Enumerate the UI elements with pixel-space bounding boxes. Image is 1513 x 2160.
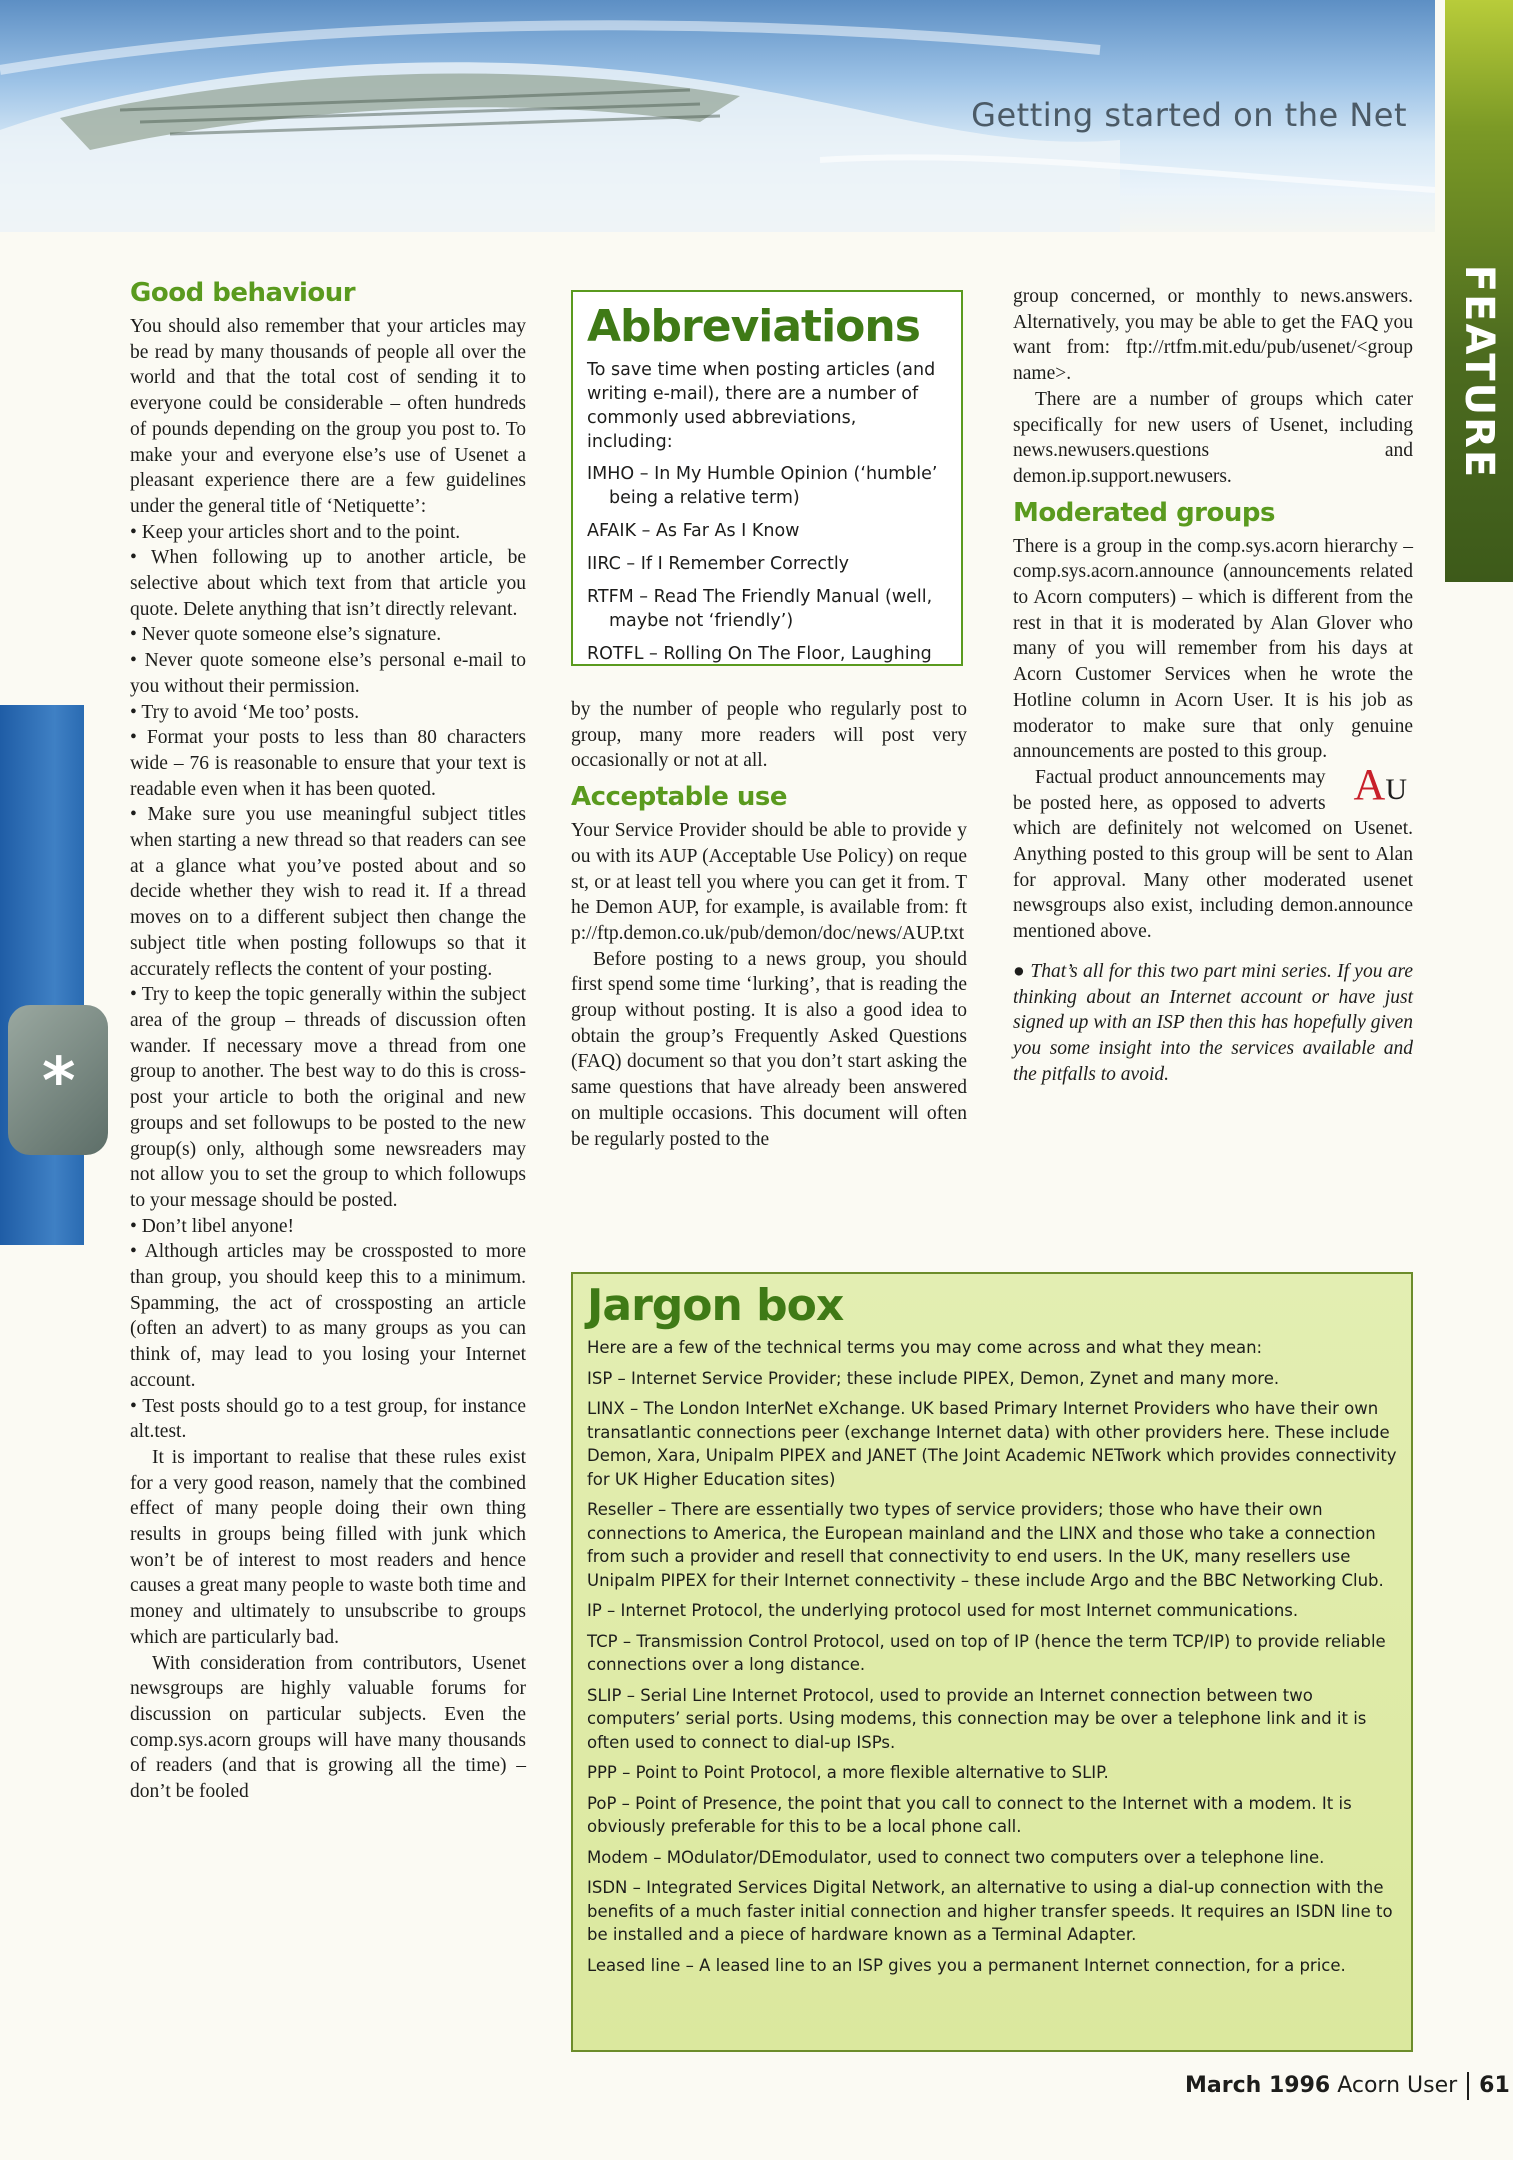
jargon-item: LINX – The London InterNet eXchange. UK based Primary Internet Providers who have their own transatlantic connections peer (exchange Internet data) with other providers here. These include Demon, Xara, Unipalm PIPEX and JANET (The Joint Academic NETwork which provides connectivity for UK Higher Education sites)	[587, 1399, 1397, 1489]
column-acceptable-use	[571, 697, 967, 1152]
paragraph: Your Service Provider should be able to provide you with its AUP (Acceptable Use Policy) on request, or at least tell you where you can get it from. The Demon AUP, for example, is available from: ftp://ftp.demon.co.uk/pub/demon/doc/news/AUP.txt	[571, 820, 967, 944]
issue-date: March 1996	[1185, 2073, 1331, 2098]
heading-moderated-groups: Moderated groups	[1013, 497, 1275, 528]
jargon-item: SLIP – Serial Line Internet Protocol, used to provide an Internet connection between two computers’ serial ports. Using modems, this connection may be over a telephone link and it is often used to connect to dial-up ISPs.	[587, 1685, 1367, 1752]
sign-off: ● That’s all for this two part mini series. If you are thinking about an Internet account or have just signed up with an ISP then this has hopefully given you some insight into the services available and the pitfalls to avoid.	[1013, 960, 1413, 1085]
paragraph: group concerned, or monthly to news.answers. Alternatively, you may be able to get the FAQ you want from: ftp://rtfm.mit.edu/pub/usenet/<group name>.	[1013, 286, 1413, 385]
keyboard-photo	[0, 705, 84, 1245]
page-footer	[1185, 2072, 1510, 2100]
jargon-item: PPP – Point to Point Protocol, a more flexible alternative to SLIP.	[587, 1763, 1109, 1782]
paragraph: There is a group in the comp.sys.acorn hierarchy – comp.sys.acorn.announce (announcements related to Acorn computers) – which is different from the rest in that it is moderated by Alan Glover who many of you will remember from his days at Acorn Customer Services when he wrote the Hotline column in Acorn User. It is his job as moderator to make sure that only genuine announcements are posted to this group.	[1013, 535, 1413, 763]
jargon-item: Modem – MOdulator/DEmodulator, used to connect two computers over a telephone line.	[587, 1847, 1325, 1867]
abbreviation-item: IIRC – If I Remember Correctly	[587, 554, 850, 574]
bullet-item: • Keep your articles short and to the point.	[130, 521, 461, 543]
abbreviations-title: Abbreviations	[587, 301, 920, 352]
bullet-item: • Test posts should go to a test group, for instance alt.test.	[130, 1395, 526, 1443]
paragraph: There are a number of groups which cater specifically for new users of Usenet, including news.newusers.questions and demon.ip.support.newusers.	[1013, 388, 1413, 487]
jargon-title: Jargon box	[587, 1280, 844, 1331]
column-good-behaviour	[130, 276, 526, 1805]
column-moderated-groups	[1013, 284, 1413, 1087]
bullet-item: • Never quote someone else’s personal e-mail to you without their permission.	[130, 650, 526, 697]
magazine-name: Acorn User	[1337, 2073, 1458, 2098]
jargon-intro: Here are a few of the technical terms you may come across and what they mean:	[587, 1338, 1263, 1357]
paragraph: Before posting to a news group, you should first spend some time ‘lurking’, that is reading the group without posting. It is also a good idea to obtain the group’s Frequently Asked Questions (FAQ) document so that you don’t start asking the same questions that have already been answered on multiple occasions. This document will often be regularly posted to the	[571, 948, 967, 1150]
footer-divider	[1467, 2072, 1469, 2100]
paragraph: It is important to realise that these rules exist for a very good reason, namely that the combined effect of many people doing their own thing results in groups being filled with junk which won’t be of interest to most readers and hence causes a great many people to waste both time and money and ultimately to unsubscribe to groups which are particularly bad.	[130, 1446, 526, 1648]
bullet-item: • Don’t libel anyone!	[130, 1215, 295, 1237]
heading-acceptable-use: Acceptable use	[571, 782, 787, 813]
abbreviations-box	[571, 290, 963, 666]
section-title: Getting started on the Net	[971, 96, 1407, 134]
paragraph: by the number of people who regularly post to group, many more readers will post very occasionally or not at all.	[571, 699, 967, 772]
heading-good-behaviour: Good behaviour	[130, 278, 356, 308]
bullet-item: • Try to keep the topic generally within the subject area of the group – threads of discussion often wander. If necessary move a thread from one group to another. The best way to do this is cross-post your article to both the original and new groups and set followups to be posted to the new group(s) only, although some newsreaders may not allow you to set the group to which followups to your message should be posted.	[130, 984, 526, 1211]
bullet-item: • When following up to another article, be selective about which text from that article you quote. Delete anything that isn’t directly relevant.	[130, 547, 526, 620]
feature-tab	[1445, 0, 1513, 582]
abbreviation-item: ROTFL – Rolling On The Floor, Laughing	[587, 644, 932, 664]
paragraph: AU Factual product announcements may be posted here, as opposed to adverts which are definitely not welcomed on Usenet. Anything posted to this group will be sent to Alan for approval. Many other moderated usenet newsgroups also exist, including demon.announce mentioned above.	[1013, 759, 1413, 943]
jargon-item: Leased line – A leased line to an ISP gives you a permanent Internet connection, for a price.	[587, 1955, 1346, 1975]
header-banner	[0, 0, 1435, 232]
jargon-item: Reseller – There are essentially two types of service providers; those who have their own connections to America, the European mainland and the LINX and those who take a connection from such a provider and resell that connectivity to end users. In the UK, many resellers use Unipalm PIPEX for their Internet connectivity – these include Argo and the BBC Networking Club.	[587, 1500, 1384, 1590]
jargon-item: IP – Internet Protocol, the underlying protocol used for most Internet communications.	[587, 1601, 1299, 1620]
abbreviation-item: IMHO – In My Humble Opinion (‘humble’ being a relative term)	[587, 464, 938, 508]
jargon-item: TCP – Transmission Control Protocol, used on top of IP (hence the term TCP/IP) to provide reliable connections over a long distance.	[587, 1631, 1386, 1674]
paragraph: You should also remember that your articles may be read by many thousands of people all over the world and that the total cost of sending it to everyone could be considerable – often hundreds of pounds depending on the group you post to. To make your and everyone else’s use of Usenet a pleasant experience there are a few guidelines under the general title of ‘Netiquette’:	[130, 316, 526, 517]
feature-label: FEATURE	[1456, 264, 1502, 480]
bullet-item: • Format your posts to less than 80 characters wide – 76 is reasonable to ensure that your text is readable even when it has been quoted.	[130, 727, 526, 800]
jargon-item: PoP – Point of Presence, the point that you call to connect to the Internet with a modem. It is obviously preferable for this to be a local phone call.	[587, 1793, 1352, 1836]
bullet-item: • Although articles may be crossposted to more than group, you should keep this to a minimum. Spamming, the act of crossposting an article (often an advert) to as many groups as you can think of, may lead to you losing your Internet account.	[130, 1241, 526, 1391]
jargon-item: ISDN – Integrated Services Digital Network, an alternative to using a dial-up connection with the benefits of a much faster initial connection and higher transfer speeds. It requires an ISDN line to be installed and a piece of hardware known as a Terminal Adapter.	[587, 1878, 1393, 1944]
bullet-item: • Make sure you use meaningful subject titles when starting a new thread so that readers can see at a glance what you’ve posted about and so decide whether they wish to read it. If a thread moves on to a different subject then change the subject title when posting followups so that it accurately reflects the content of your posting.	[130, 804, 526, 980]
bullet-item: • Try to avoid ‘Me too’ posts.	[130, 701, 360, 723]
abbreviation-item: AFAIK – As Far As I Know	[587, 521, 800, 541]
jargon-box	[571, 1272, 1413, 2052]
jargon-item: ISP – Internet Service Provider; these include PIPEX, Demon, Zynet and many more.	[587, 1368, 1280, 1388]
page-number: 61	[1479, 2073, 1510, 2098]
abbreviation-item: RTFM – Read The Friendly Manual (well, maybe not ‘friendly’)	[587, 587, 933, 631]
bullet-item: • Never quote someone else’s signature.	[130, 624, 442, 646]
asterisk-icon: *	[42, 1045, 76, 1119]
acorn-user-logo: AU	[1353, 759, 1407, 809]
abbreviations-intro: To save time when posting articles (and writing e-mail), there are a number of commonly used abbreviations, including:	[587, 360, 936, 452]
paragraph: With consideration from contributors, Usenet newsgroups are highly valuable forums for discussion on particular subjects. Even the comp.sys.acorn groups will have many thousands of readers (and that is growing all the time) – don’t be fooled	[130, 1652, 526, 1803]
